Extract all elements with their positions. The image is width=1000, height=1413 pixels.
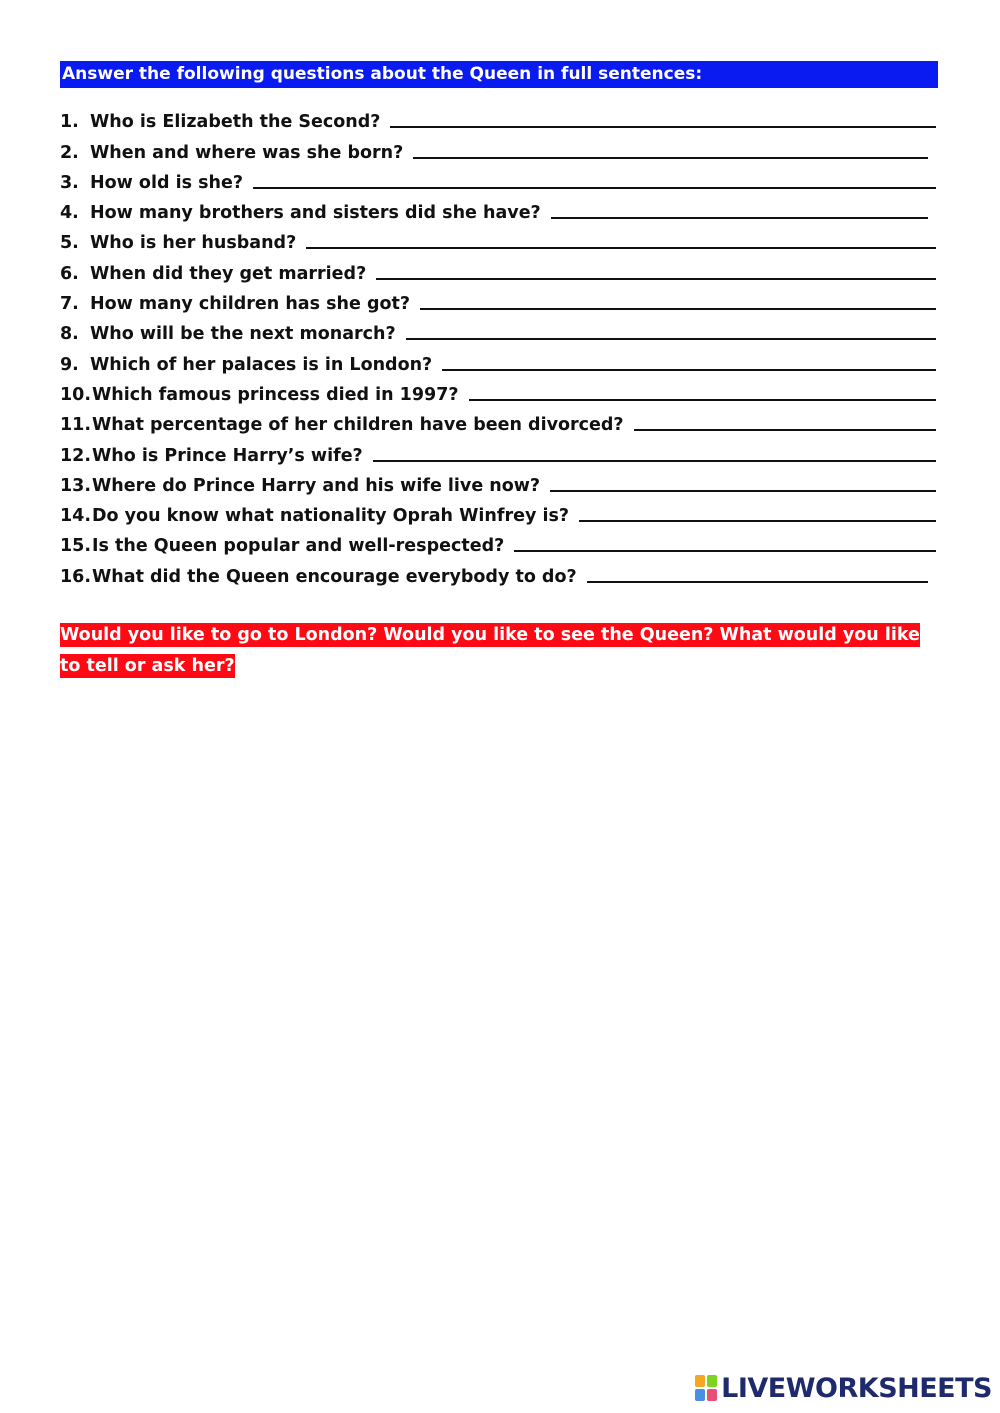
question-text: How many children has she got?: [90, 294, 411, 315]
watermark-text: LIVEWORKSHEETS: [721, 1372, 992, 1404]
answer-line[interactable]: [579, 519, 936, 522]
logo-tile: [695, 1375, 705, 1387]
question-text: Where do Prince Harry and his wife live now?: [92, 475, 541, 496]
question-number: 13.: [60, 475, 92, 496]
question-text: Which of her palaces is in London?: [90, 354, 433, 375]
question-text: Who is her husband?: [90, 233, 297, 254]
answer-line[interactable]: [550, 489, 936, 492]
question-number: 14.: [60, 506, 92, 527]
question-row: [60, 407, 940, 437]
answer-line[interactable]: [253, 186, 936, 189]
instruction-text: Answer the following questions about the Queen in full sentences:: [62, 64, 703, 84]
question-number: 9.: [60, 354, 79, 375]
logo-tile: [707, 1375, 717, 1387]
question-text: Who is Elizabeth the Second?: [90, 112, 381, 133]
question-number: 4.: [60, 203, 79, 224]
question-number: 11.: [60, 415, 92, 436]
question-text: Who will be the next monarch?: [90, 324, 396, 345]
question-row: [60, 134, 940, 164]
question-row: [60, 558, 940, 588]
question-row: [60, 225, 940, 255]
question-row: [60, 165, 940, 195]
question-text: When did they get married?: [90, 263, 367, 284]
question-number: 3.: [60, 172, 79, 193]
question-text: How old is she?: [90, 172, 243, 193]
answer-line[interactable]: [469, 398, 936, 401]
question-number: 6.: [60, 263, 79, 284]
question-text: What percentage of her children have been divorced?: [92, 415, 624, 436]
answer-line[interactable]: [390, 125, 936, 128]
question-row: [60, 346, 940, 376]
question-row: [60, 528, 940, 558]
question-row: [60, 255, 940, 285]
question-number: 5.: [60, 233, 79, 254]
question-number: 7.: [60, 294, 79, 315]
answer-line[interactable]: [373, 459, 936, 462]
answer-line[interactable]: [514, 549, 936, 552]
answer-line[interactable]: [634, 428, 936, 431]
question-row: [60, 286, 940, 316]
answer-line[interactable]: [306, 246, 936, 249]
liveworksheets-watermark: [695, 1371, 992, 1405]
instruction-banner: [60, 61, 938, 88]
question-text: Which famous princess died in 1997?: [92, 384, 459, 405]
question-text: What did the Queen encourage everybody to do?: [92, 566, 577, 587]
question-number: 8.: [60, 324, 79, 345]
question-text: How many brothers and sisters did she have?: [90, 203, 541, 224]
discussion-prompt-text: Would you like to go to London? Would you like to see the Queen? What would you like to tell or ask her?: [60, 625, 920, 676]
answer-line[interactable]: [413, 156, 928, 159]
question-text: When and where was she born?: [90, 142, 404, 163]
question-row: [60, 468, 940, 498]
question-text: Is the Queen popular and well-respected?: [92, 536, 505, 557]
answer-line[interactable]: [442, 368, 936, 371]
answer-line[interactable]: [551, 216, 928, 219]
question-list: [60, 104, 940, 589]
question-text: Do you know what nationality Oprah Winfrey is?: [92, 506, 570, 527]
question-number: 16.: [60, 566, 92, 587]
question-row: [60, 195, 940, 225]
question-text: Who is Prince Harry’s wife?: [92, 445, 363, 466]
question-row: [60, 498, 940, 528]
question-number: 15.: [60, 536, 92, 557]
question-row: [60, 104, 940, 134]
discussion-prompt: [60, 620, 940, 681]
question-row: [60, 316, 940, 346]
question-row: [60, 437, 940, 467]
answer-line[interactable]: [406, 337, 936, 340]
liveworksheets-logo-icon: [695, 1375, 717, 1401]
question-number: 12.: [60, 445, 92, 466]
question-number: 10.: [60, 384, 92, 405]
answer-line[interactable]: [420, 307, 936, 310]
logo-tile: [695, 1389, 705, 1401]
answer-line[interactable]: [587, 580, 928, 583]
question-number: 2.: [60, 142, 79, 163]
logo-tile: [707, 1389, 717, 1401]
question-number: 1.: [60, 112, 79, 133]
question-row: [60, 377, 940, 407]
answer-line[interactable]: [376, 277, 936, 280]
